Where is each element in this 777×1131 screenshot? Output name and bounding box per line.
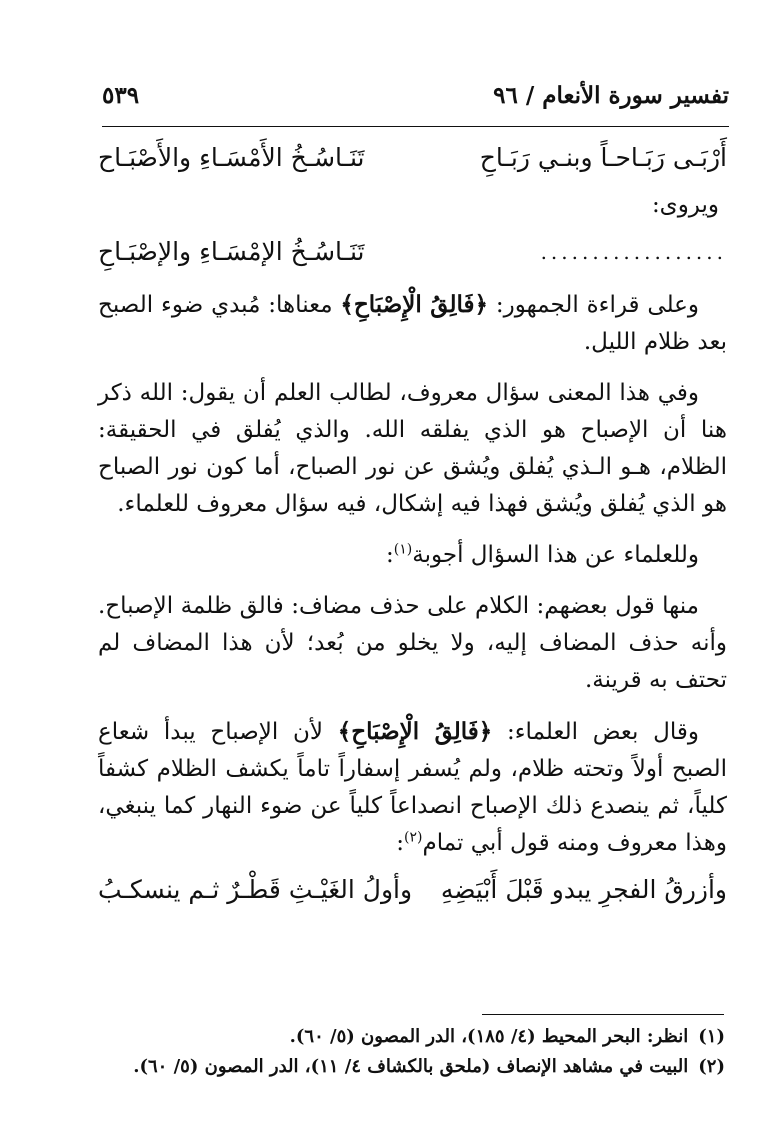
quran-quote: ﴿فَالِقُ الْإِصْبَاحِ﴾ [340,291,488,318]
paragraph-2: وفي هذا المعنى سؤال معروف، لطالب العلم أن يقول: الله ذكر هنا أن الإصباح هو الذي يفلقه الله. والذي يُفلق في الحقيقة: الظلام، هـو الـذي يُفلق ويُشق عن نور الصباح، أما كون نور الصباح هو الذي يُفلق ويُشق فهذا فيه إشكال، فيه سؤال معروف للعلماء. [98,380,727,517]
poetry-verse-2 [98,228,727,276]
footnote-rule [482,1014,724,1015]
running-title: تفسير سورة الأنعام / ٩٦ [493,82,729,109]
footnote-ref-2: (٢) [404,829,423,846]
variant-label: ويروى: [651,192,719,218]
paragraph-1 [98,286,727,361]
page-header [102,82,729,109]
paragraph-5-rest: لأن الإصباح يبدأ شعاع الصبح أولاً وتحته ظلام، ولم يُسفر إسفاراً تاماً يكشف الظلام كشفاً كلياً، ثم ينصدع ذلك الإصباح انصداعاً كلياً عن ضوء النهار كما ينبغي، وهذا معروف ومنه قول أبي تمام [98,719,727,856]
verse-3-second-hemistich: وأولُ الغَيْـثِ قَطْـرٌ ثـم ينسكـبُ [98,875,413,904]
paragraph-1-rest: معناها: مُبدي ضوء الصبح بعد ظلام الليل. [98,292,727,355]
paragraph-5-end: : [396,830,405,856]
omitted-hemistich-dots: .................. [540,240,727,264]
poetry-verse-3 [98,866,727,914]
footnote-item [102,1052,725,1082]
paragraph-3-end: : [386,542,394,568]
page-number: ٥٣٩ [102,82,140,109]
paragraph-5-lead: وقال بعض العلماء: [492,719,699,745]
verse-3-first-hemistich: وأزرقُ الفجرِ يبدو قَبْلَ أَبْيَضِهِ [440,875,727,904]
header-rule [102,126,729,127]
footnotes [102,1022,725,1082]
footnote-text: انظر: البحر المحيط (٤/ ١٨٥)، الدر المصون (٥/ ٦٠). [289,1026,689,1047]
footnote-text: البيت في مشاهد الإنصاف (ملحق بالكشاف ٤/ ١١)، الدر المصون (٥/ ٦٠). [133,1056,689,1077]
verse-2-second-hemistich: تَنَـاسُـخُ الإمْسَـاءِ والإصْبَـاحِ [98,237,365,266]
paragraph-5 [98,713,727,862]
paragraph-1-lead: وعلى قراءة الجمهور: [487,292,700,318]
poetry-verse-1 [98,134,727,182]
verse-1-second-hemistich: تَنَـاسُـخُ الأَمْسَـاءِ والأَصْبَـاح [98,143,365,172]
footnote-item [102,1022,725,1052]
paragraph-3 [98,537,727,574]
footnote-number: (١) [698,1026,725,1047]
footnote-ref-1: (١) [393,541,413,558]
verse-1-first-hemistich: أَرْبَـى رَبَـاحـاً وبنـي رَبَـاحِ [479,143,727,172]
footnote-number: (٢) [698,1056,725,1077]
paragraph-3-text: وللعلماء عن هذا السؤال أجوبة [412,542,699,568]
paragraph-4: منها قول بعضهم: الكلام على حذف مضاف: فالق ظلمة الإصباح. وأنه حذف المضاف إليه، ولا يخلو من بُعد؛ لأن هذا المضاف لم تحتف به قرينة. [98,593,727,693]
page-body [98,134,727,914]
quran-quote: ﴿فَالِقُ الْإِصْبَاحِ﴾ [337,718,493,745]
